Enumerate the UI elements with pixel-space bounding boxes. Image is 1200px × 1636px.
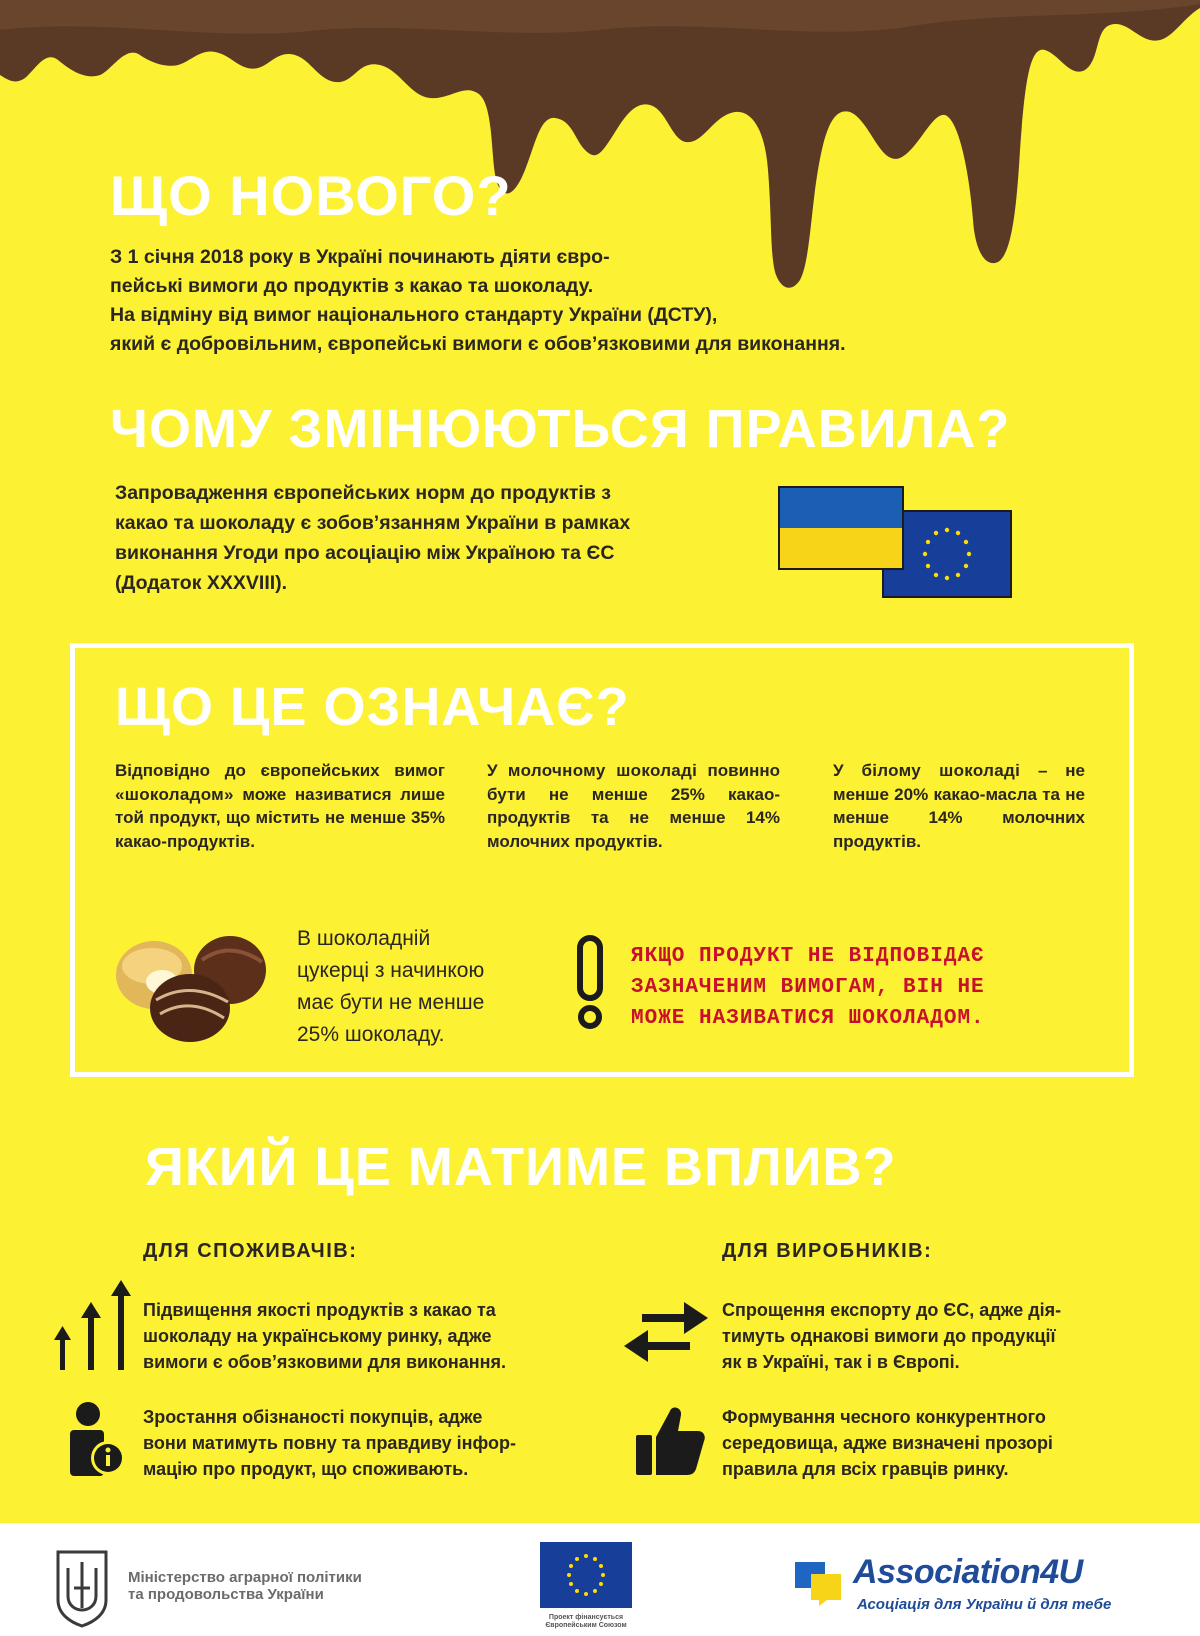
section-why-text	[115, 478, 735, 598]
consumer-item-quality	[143, 1297, 575, 1375]
eu-caption-line: Європейським Союзом	[545, 1622, 627, 1629]
section-new-line: На відміну від вимог національного стандарту України (ДСТУ),	[110, 304, 718, 326]
section-impact-title: ЯКИЙ ЦЕ МАТИМЕ ВПЛИВ?	[145, 1137, 897, 1197]
thumbs-up-icon	[636, 1405, 706, 1477]
means-col-white	[833, 759, 1085, 853]
impact-line: вимоги є обов’язковими для виконання.	[143, 1352, 507, 1372]
consumers-heading: ДЛЯ СПОЖИВАЧІВ:	[143, 1240, 358, 1262]
candy-note-line: В шоколадній	[297, 927, 431, 950]
means-col-emphasis: молочному шоколаді	[507, 761, 698, 780]
means-col-text: – не менше 20% какао-масла та не менше 14% молочних продуктів.	[833, 761, 1085, 851]
impact-line: середовища, адже визначені прозорі	[722, 1433, 1053, 1453]
warning-line: МОЖЕ НАЗИВАТИСЯ ШОКОЛАДОМ.	[631, 1007, 985, 1030]
chocolate-candies-icon	[112, 930, 272, 1045]
means-col-text: Відповідно до європейських вимог	[115, 761, 445, 780]
association-name: Association4U	[853, 1553, 1083, 1591]
impact-line: Спрощення експорту до ЄС, адже дія-	[722, 1300, 1062, 1320]
candy-note-line: цукерці з начинкою	[297, 959, 485, 982]
candy-note	[297, 923, 537, 1051]
section-why-title: ЧОМУ ЗМІНЮЮТЬСЯ ПРАВИЛА?	[110, 399, 1011, 459]
means-col-text: повинно бути не менше 25% какао-продуктів та не менше 14% молочних продуктів.	[487, 761, 780, 851]
section-new-line: який є добровільним, європейські вимоги є обов’язковими для виконання.	[110, 333, 846, 355]
eu-caption	[525, 1614, 647, 1630]
impact-line: шоколаду на українському ринку, адже	[143, 1326, 492, 1346]
section-why-line: виконання Угоди про асоціацію між Україною та ЄС	[115, 542, 615, 564]
ministry-line: та продовольства України	[128, 1586, 324, 1603]
impact-line: Формування чесного конкурентного	[722, 1407, 1046, 1427]
section-new-line: пейські вимоги до продуктів з какао та шоколаду.	[110, 275, 594, 297]
section-means-title: ЩО ЦЕ ОЗНАЧАЄ?	[115, 677, 630, 737]
warning-line: ЗАЗНАЧЕНИМ ВИМОГАМ, ВІН НЕ	[631, 976, 985, 999]
association-tagline: Асоціація для України й для тебе	[857, 1596, 1112, 1613]
section-why-line: какао та шоколаду є зобов’язанням України в рамках	[115, 512, 631, 534]
candy-note-line: 25% шоколаду.	[297, 1023, 445, 1046]
ministry-line: Міністерство аграрної політики	[128, 1569, 362, 1586]
impact-line: як в Україні, так і в Європі.	[722, 1352, 960, 1372]
section-new-text	[110, 243, 1010, 359]
impact-line: тимуть однакові вимоги до продукції	[722, 1326, 1056, 1346]
trident-emblem	[52, 1548, 112, 1628]
producer-item-export	[722, 1297, 1117, 1375]
producers-heading: ДЛЯ ВИРОБНИКІВ:	[722, 1240, 933, 1262]
impact-line: правила для всіх гравців ринку.	[722, 1459, 1009, 1479]
warning-text	[631, 941, 1083, 1034]
eu-logo	[540, 1542, 632, 1608]
impact-line: вони матимуть повну та правдиву інфор-	[143, 1433, 516, 1453]
producer-item-competition	[722, 1404, 1117, 1482]
means-col-text: У	[487, 761, 508, 780]
section-why-line: (Додаток XXXVIII).	[115, 572, 288, 594]
person-info-icon	[68, 1400, 126, 1480]
candy-note-line: має бути не менше	[297, 991, 485, 1014]
section-why-line: Запровадження європейських норм до продуктів з	[115, 482, 611, 504]
association4u-logo	[795, 1560, 845, 1606]
means-col-chocolate	[115, 759, 445, 853]
growth-arrows-icon	[52, 1280, 132, 1372]
impact-line: мацію про продукт, що споживають.	[143, 1459, 469, 1479]
footer	[0, 1523, 1200, 1636]
means-col-emphasis: білому шоколаді	[861, 761, 1021, 780]
eu-caption-line: Проект фінансується	[548, 1614, 624, 1621]
exclamation-icon	[574, 935, 606, 1031]
means-col-emphasis: «шоколадом»	[115, 784, 234, 804]
impact-line: Зростання обізнаності покупців, адже	[143, 1407, 483, 1427]
flags	[775, 485, 1015, 600]
means-col-milk	[487, 759, 780, 853]
consumer-item-awareness	[143, 1404, 575, 1482]
means-col-text: У	[833, 761, 862, 780]
means-col-text: може називатися лише той продукт, що містить не менше 35% какао-продуктів.	[115, 784, 445, 851]
impact-line: Підвищення якості продуктів з какао та	[143, 1300, 496, 1320]
section-new-line: З 1 січня 2018 року в Україні починають діяти євро-	[110, 246, 610, 268]
ministry-name	[128, 1569, 362, 1603]
section-new-title: ЩО НОВОГО?	[110, 164, 512, 227]
ukraine-flag	[779, 487, 903, 569]
warning-line: ЯКЩО ПРОДУКТ НЕ ВІДПОВІДАЄ	[631, 945, 985, 968]
exchange-arrows-icon	[622, 1300, 710, 1364]
